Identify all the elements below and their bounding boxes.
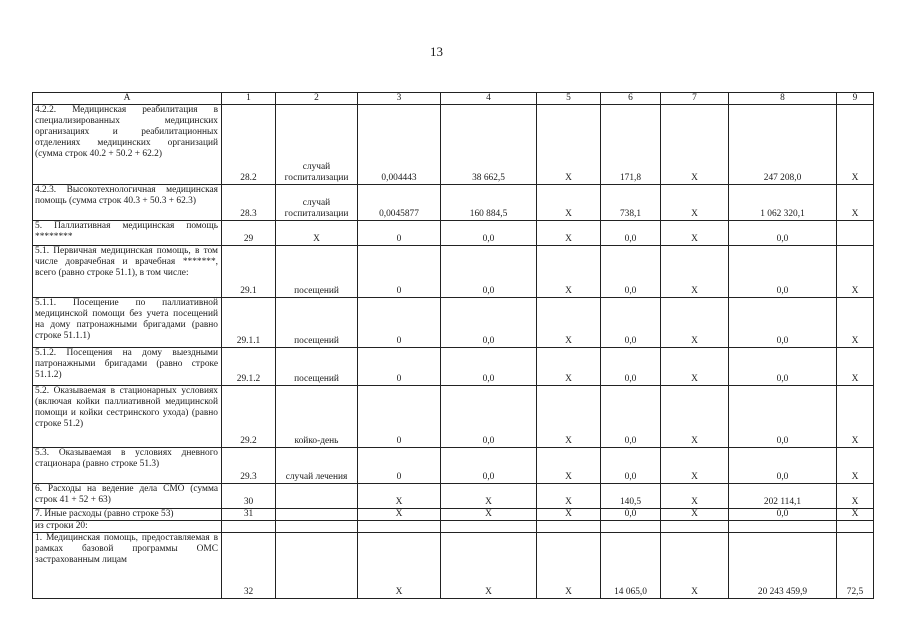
table-cell: X (661, 184, 729, 220)
table-cell: 0,0 (729, 347, 837, 385)
table-cell: X (837, 297, 874, 347)
table-cell: случай госпитализации (276, 184, 358, 220)
table-cell: случай госпитализации (276, 104, 358, 184)
table-cell: 0,0 (441, 220, 537, 245)
table-cell: 738,1 (601, 184, 661, 220)
table-cell: X (537, 347, 601, 385)
table-cell: X (537, 297, 601, 347)
table-cell: 20 243 459,9 (729, 532, 837, 598)
table-cell: 160 884,5 (441, 184, 537, 220)
table-cell: X (537, 245, 601, 297)
table-cell: 0,0 (601, 297, 661, 347)
table-cell: 0,0 (601, 385, 661, 447)
table-cell: X (441, 508, 537, 520)
table-row (33, 447, 874, 483)
table-cell: X (661, 297, 729, 347)
row-label-cell: 5.2. Оказываемая в стационарных условиях (включая койки паллиативной медицинской помощи и койки сестринского ухода) (равно строке 51.2) (33, 385, 222, 447)
table-cell: 0,0 (601, 508, 661, 520)
column-header: 5 (537, 93, 601, 105)
table-cell: X (661, 483, 729, 508)
table-cell: 0,0 (729, 508, 837, 520)
table-cell: 0,0 (441, 347, 537, 385)
table-cell: 0,004443 (358, 104, 441, 184)
table-body (33, 93, 874, 599)
table-cell: 202 114,1 (729, 483, 837, 508)
table-cell: X (358, 508, 441, 520)
table-row (33, 508, 874, 520)
table-cell: 28.2 (222, 104, 276, 184)
table-cell (729, 520, 837, 532)
table-cell (837, 220, 874, 245)
table-cell: X (837, 104, 874, 184)
table-cell: X (661, 220, 729, 245)
column-header: 7 (661, 93, 729, 105)
table-row (33, 184, 874, 220)
table-cell: 0 (358, 385, 441, 447)
table-cell: X (661, 447, 729, 483)
table-cell: 0,0 (729, 385, 837, 447)
table-cell (661, 520, 729, 532)
row-label-cell: 1. Медицинская помощь, предоставляемая в рамках базовой программы ОМС застрахованным лицам (33, 532, 222, 598)
table-cell (441, 520, 537, 532)
table-cell: X (537, 532, 601, 598)
table-cell: 0,0 (601, 447, 661, 483)
table-cell: 0,0045877 (358, 184, 441, 220)
table-cell: X (358, 483, 441, 508)
table-cell: 38 662,5 (441, 104, 537, 184)
table-cell: 0,0 (729, 220, 837, 245)
table-cell: 0,0 (601, 347, 661, 385)
row-label-cell: 4.2.2. Медицинская реабилитация в специализированных медицинских организациях и реабилитационных отделениях медицинских организаций (сумма строк 40.2 + 50.2 + 62.2) (33, 104, 222, 184)
table-cell: X (661, 104, 729, 184)
table-cell: посещений (276, 347, 358, 385)
table-cell: 28.3 (222, 184, 276, 220)
table-cell: 0 (358, 245, 441, 297)
table-cell: X (661, 508, 729, 520)
data-table (32, 92, 874, 599)
table-cell: 72,5 (837, 532, 874, 598)
table-row (33, 532, 874, 598)
table-cell: X (837, 347, 874, 385)
table-cell (276, 483, 358, 508)
table-cell (537, 520, 601, 532)
table-cell: 29.1.1 (222, 297, 276, 347)
column-header: 1 (222, 93, 276, 105)
table-header-row (33, 93, 874, 105)
row-label-cell: 4.2.3. Высокотехнологичная медицинская помощь (сумма строк 40.3 + 50.3 + 62.3) (33, 184, 222, 220)
row-label-cell: 5.1. Первичная медицинская помощь, в том числе доврачебная и врачебная *******, всего (равно строке 51.1), в том числе: (33, 245, 222, 297)
table-cell: X (537, 447, 601, 483)
table-cell (276, 532, 358, 598)
table-cell (222, 520, 276, 532)
row-label-cell: из строки 20: (33, 520, 222, 532)
table-cell (276, 508, 358, 520)
table-cell: 0,0 (601, 220, 661, 245)
table-cell: 31 (222, 508, 276, 520)
row-label-cell: 6. Расходы на ведение дела СМО (сумма строк 41 + 52 + 63) (33, 483, 222, 508)
row-label-cell: 5.3. Оказываемая в условиях дневного стационара (равно строке 51.3) (33, 447, 222, 483)
table-cell: 29.1 (222, 245, 276, 297)
table-cell: X (358, 532, 441, 598)
table-cell: 247 208,0 (729, 104, 837, 184)
table-cell: 0,0 (441, 297, 537, 347)
row-label-cell: 5.1.2. Посещения на дому выездными патронажными бригадами (равно строке 51.1.2) (33, 347, 222, 385)
table-cell: 30 (222, 483, 276, 508)
table-cell: случай лечения (276, 447, 358, 483)
table-cell: X (661, 532, 729, 598)
table-cell: 1 062 320,1 (729, 184, 837, 220)
table-cell: X (837, 385, 874, 447)
table-cell: X (441, 532, 537, 598)
table-cell: 0 (358, 297, 441, 347)
table-cell: 0,0 (441, 245, 537, 297)
table-cell: X (276, 220, 358, 245)
table-cell: 29 (222, 220, 276, 245)
table-cell: X (661, 385, 729, 447)
table-cell: 32 (222, 532, 276, 598)
table-cell (276, 520, 358, 532)
table-cell (837, 520, 874, 532)
table-cell: X (537, 385, 601, 447)
table-cell: X (537, 104, 601, 184)
table-row (33, 297, 874, 347)
table-cell: X (837, 245, 874, 297)
table-cell: 0 (358, 347, 441, 385)
table-cell (358, 520, 441, 532)
table-cell: X (537, 508, 601, 520)
table-cell: 29.1.2 (222, 347, 276, 385)
table-row (33, 245, 874, 297)
column-header: A (33, 93, 222, 105)
column-header: 4 (441, 93, 537, 105)
table-row (33, 220, 874, 245)
table-cell: X (661, 245, 729, 297)
table-cell: X (441, 483, 537, 508)
table-cell: посещений (276, 297, 358, 347)
table-cell: X (661, 347, 729, 385)
table-cell: 0 (358, 220, 441, 245)
table-cell: X (537, 184, 601, 220)
table-cell: 0,0 (441, 447, 537, 483)
table-cell: X (837, 483, 874, 508)
table-cell: 0,0 (729, 245, 837, 297)
table-row (33, 483, 874, 508)
column-header: 9 (837, 93, 874, 105)
row-label-cell: 7. Иные расходы (равно строке 53) (33, 508, 222, 520)
table-cell (601, 520, 661, 532)
table-cell: 171,8 (601, 104, 661, 184)
column-header: 6 (601, 93, 661, 105)
column-header: 2 (276, 93, 358, 105)
table-cell: посещений (276, 245, 358, 297)
table-row (33, 385, 874, 447)
table-cell: X (837, 184, 874, 220)
table-row (33, 520, 874, 532)
table-row (33, 347, 874, 385)
table-cell: 29.3 (222, 447, 276, 483)
table-cell: 14 065,0 (601, 532, 661, 598)
table-cell: 29.2 (222, 385, 276, 447)
page-number: 13 (430, 44, 443, 59)
table-cell: X (537, 220, 601, 245)
table-cell: 0,0 (601, 245, 661, 297)
column-header: 8 (729, 93, 837, 105)
row-label-cell: 5.1.1. Посещение по паллиативной медицинской помощи без учета посещений на дому патронажными бригадами (равно строке 51.1.1) (33, 297, 222, 347)
table-cell: койко-день (276, 385, 358, 447)
column-header: 3 (358, 93, 441, 105)
table-cell: X (537, 483, 601, 508)
table-cell: 140,5 (601, 483, 661, 508)
table-cell: 0,0 (729, 447, 837, 483)
row-label-cell: 5. Паллиативная медицинская помощь ******** (33, 220, 222, 245)
table-cell: X (837, 447, 874, 483)
table-cell: X (837, 508, 874, 520)
table-row (33, 104, 874, 184)
table-cell: 0,0 (729, 297, 837, 347)
table-cell: 0,0 (441, 385, 537, 447)
table-cell: 0 (358, 447, 441, 483)
